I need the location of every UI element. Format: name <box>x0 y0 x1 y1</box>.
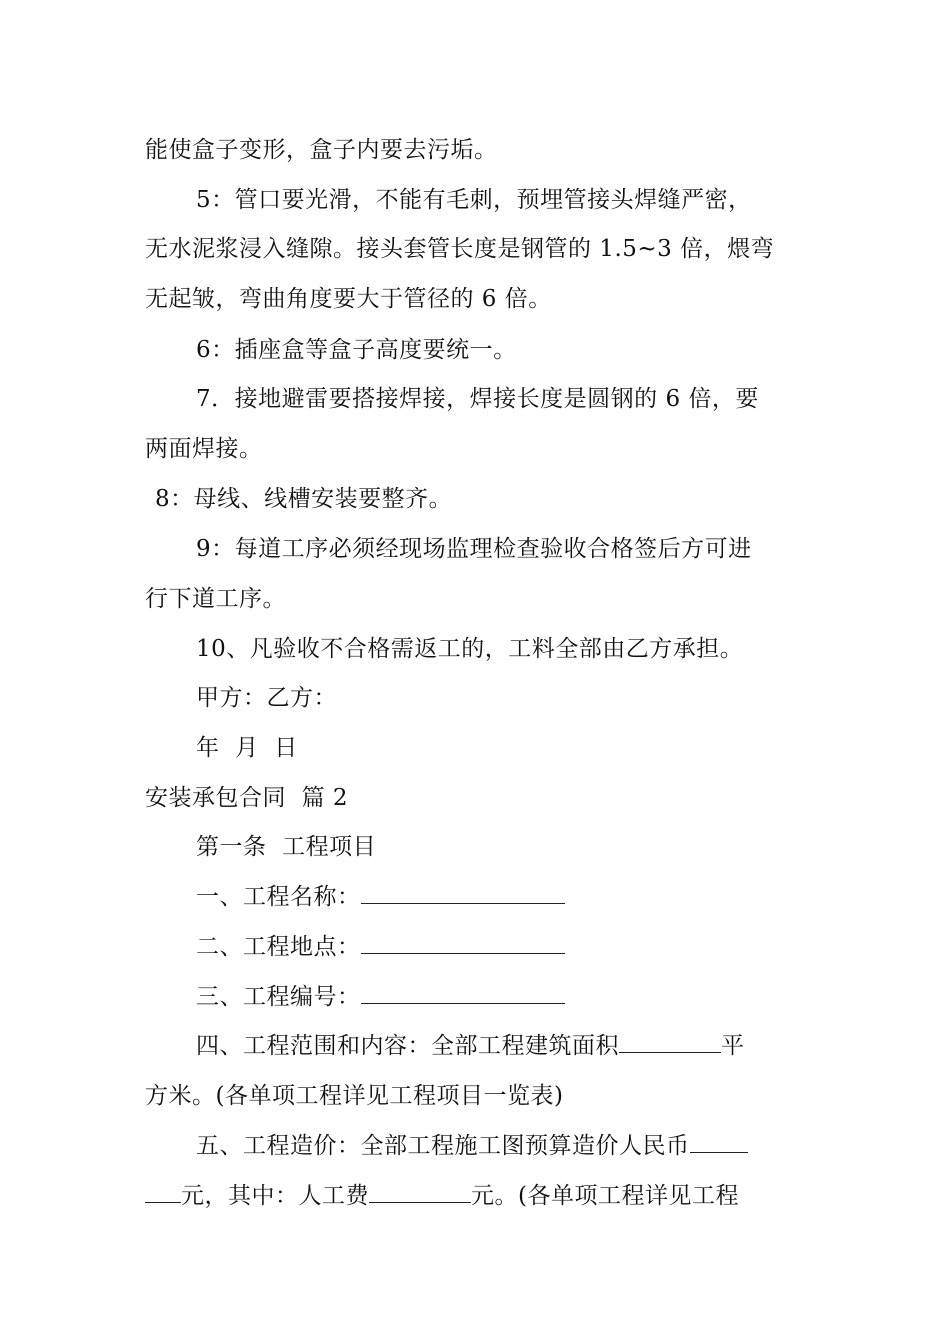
signature-line: 甲方：乙方： <box>196 685 337 711</box>
paragraph-line: 两面焊接。 <box>145 436 263 462</box>
text-segment: 元，其中：人工费 <box>181 1183 369 1209</box>
paragraph-line: 7．接地避雷要搭接焊接，焊接长度是圆钢的 6 倍，要 <box>196 386 759 412</box>
article-heading: 第一条 工程项目 <box>196 834 377 860</box>
date-line: 年 月 日 <box>196 735 298 761</box>
paragraph-line: 5：管口要光滑，不能有毛刺，预埋管接头焊缝严密， <box>196 187 752 213</box>
paragraph-line: 无水泥浆浸入缝隙。接头套管长度是钢管的 1.5~3 倍，煨弯 <box>145 236 775 262</box>
fill-blank <box>361 935 565 954</box>
paragraph-line: 行下道工序。 <box>145 586 286 612</box>
fill-blank <box>619 1034 721 1053</box>
paragraph-line: 无起皱，弯曲角度要大于管径的 6 倍。 <box>145 286 552 312</box>
paragraph-line: 10、凡验收不合格需返工的，工料全部由乙方承担。 <box>196 636 744 662</box>
fill-blank <box>145 1184 181 1203</box>
form-field-project-name <box>196 882 565 912</box>
fill-blank <box>361 985 565 1004</box>
form-field-project-number <box>196 982 565 1012</box>
paragraph-line: 方米。(各单项工程详见工程项目一览表) <box>145 1083 564 1109</box>
section-heading: 安装承包合同 篇 2 <box>145 785 349 811</box>
field-label: 三、工程编号： <box>196 984 361 1010</box>
text-segment: 五、工程造价：全部工程施工图预算造价人民币 <box>196 1133 690 1159</box>
text-segment: 四、工程范围和内容：全部工程建筑面积 <box>196 1033 619 1059</box>
text-segment: 平 <box>721 1033 745 1059</box>
field-label: 一、工程名称： <box>196 884 361 910</box>
paragraph-line: 6：插座盒等盒子高度要统一。 <box>196 337 517 363</box>
paragraph-line <box>196 1031 745 1061</box>
fill-blank <box>361 885 565 904</box>
field-label: 二、工程地点： <box>196 934 361 960</box>
form-field-project-location <box>196 932 565 962</box>
paragraph-line: 8：母线、线槽安装要整齐。 <box>155 486 453 512</box>
paragraph-line <box>196 1131 748 1161</box>
paragraph-line: 9：每道工序必须经现场监理检查验收合格签后方可进 <box>196 536 752 562</box>
fill-blank <box>369 1184 471 1203</box>
fill-blank <box>690 1134 748 1153</box>
paragraph-line: 能使盒子变形，盒子内要去污垢。 <box>145 137 498 163</box>
paragraph-line <box>145 1181 739 1211</box>
text-segment: 元。(各单项工程详见工程 <box>471 1183 739 1209</box>
